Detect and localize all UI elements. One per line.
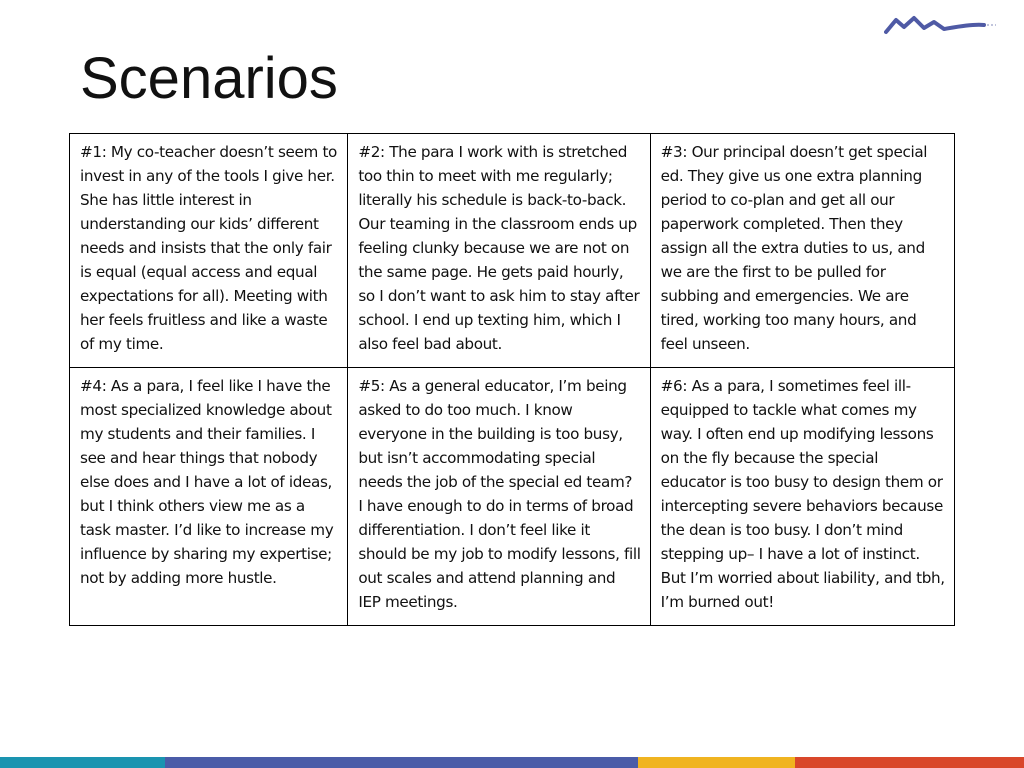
footer-bar-segment-teal <box>0 757 165 768</box>
table-row <box>70 368 955 626</box>
table-row <box>70 134 955 368</box>
scenario-cell-3: #3: Our principal doesn’t get special ed. They give us one extra planning period to co-plan and get all our paperwork completed. Then they assign all the extra duties to us, and we are the first to be pulled for subbing and emergencies. We are tired, working too many hours, and feel unseen. <box>650 134 954 368</box>
footer-bar-segment-yellow <box>638 757 795 768</box>
scenario-cell-1: #1: My co-teacher doesn’t seem to invest in any of the tools I give her. She has little interest in understanding our kids’ different needs and insists that the only fair is equal (equal access and equal expectations for all). Meeting with her feels fruitless and like a waste of my time. <box>70 134 348 368</box>
slide-title: Scenarios <box>80 46 338 111</box>
mountain-logo-icon <box>884 10 1000 36</box>
scenario-cell-2: #2: The para I work with is stretched too thin to meet with me regularly; literally his schedule is back-to-back. Our teaming in the classroom ends up feeling clunky because we are not on the same page. He gets paid hourly, so I don’t want to ask him to stay after school. I end up texting him, which I also feel bad about. <box>348 134 650 368</box>
footer-color-bar <box>0 757 1024 768</box>
scenario-cell-6: #6: As a para, I sometimes feel ill-equipped to tackle what comes my way. I often end up modifying lessons on the fly because the special educator is too busy to design them or intercepting severe behaviors because the dean is too busy. I don’t mind stepping up– I have a lot of instinct. But I’m worried about liability, and tbh, I’m burned out! <box>650 368 954 626</box>
scenario-cell-5: #5: As a general educator, I’m being asked to do too much. I know everyone in the building is too busy, but isn’t accommodating special needs the job of the special ed team? I have enough to do in terms of broad differentiation. I don’t feel like it should be my job to modify lessons, fill out scales and attend planning and IEP meetings. <box>348 368 650 626</box>
scenarios-table <box>69 133 955 626</box>
footer-bar-segment-red <box>795 757 1024 768</box>
scenario-cell-4: #4: As a para, I feel like I have the most specialized knowledge about my students and their families. I see and hear things that nobody else does and I have a lot of ideas, but I think others view me as a task master. I’d like to increase my influence by sharing my expertise; not by adding more hustle. <box>70 368 348 626</box>
footer-bar-segment-blue <box>165 757 638 768</box>
